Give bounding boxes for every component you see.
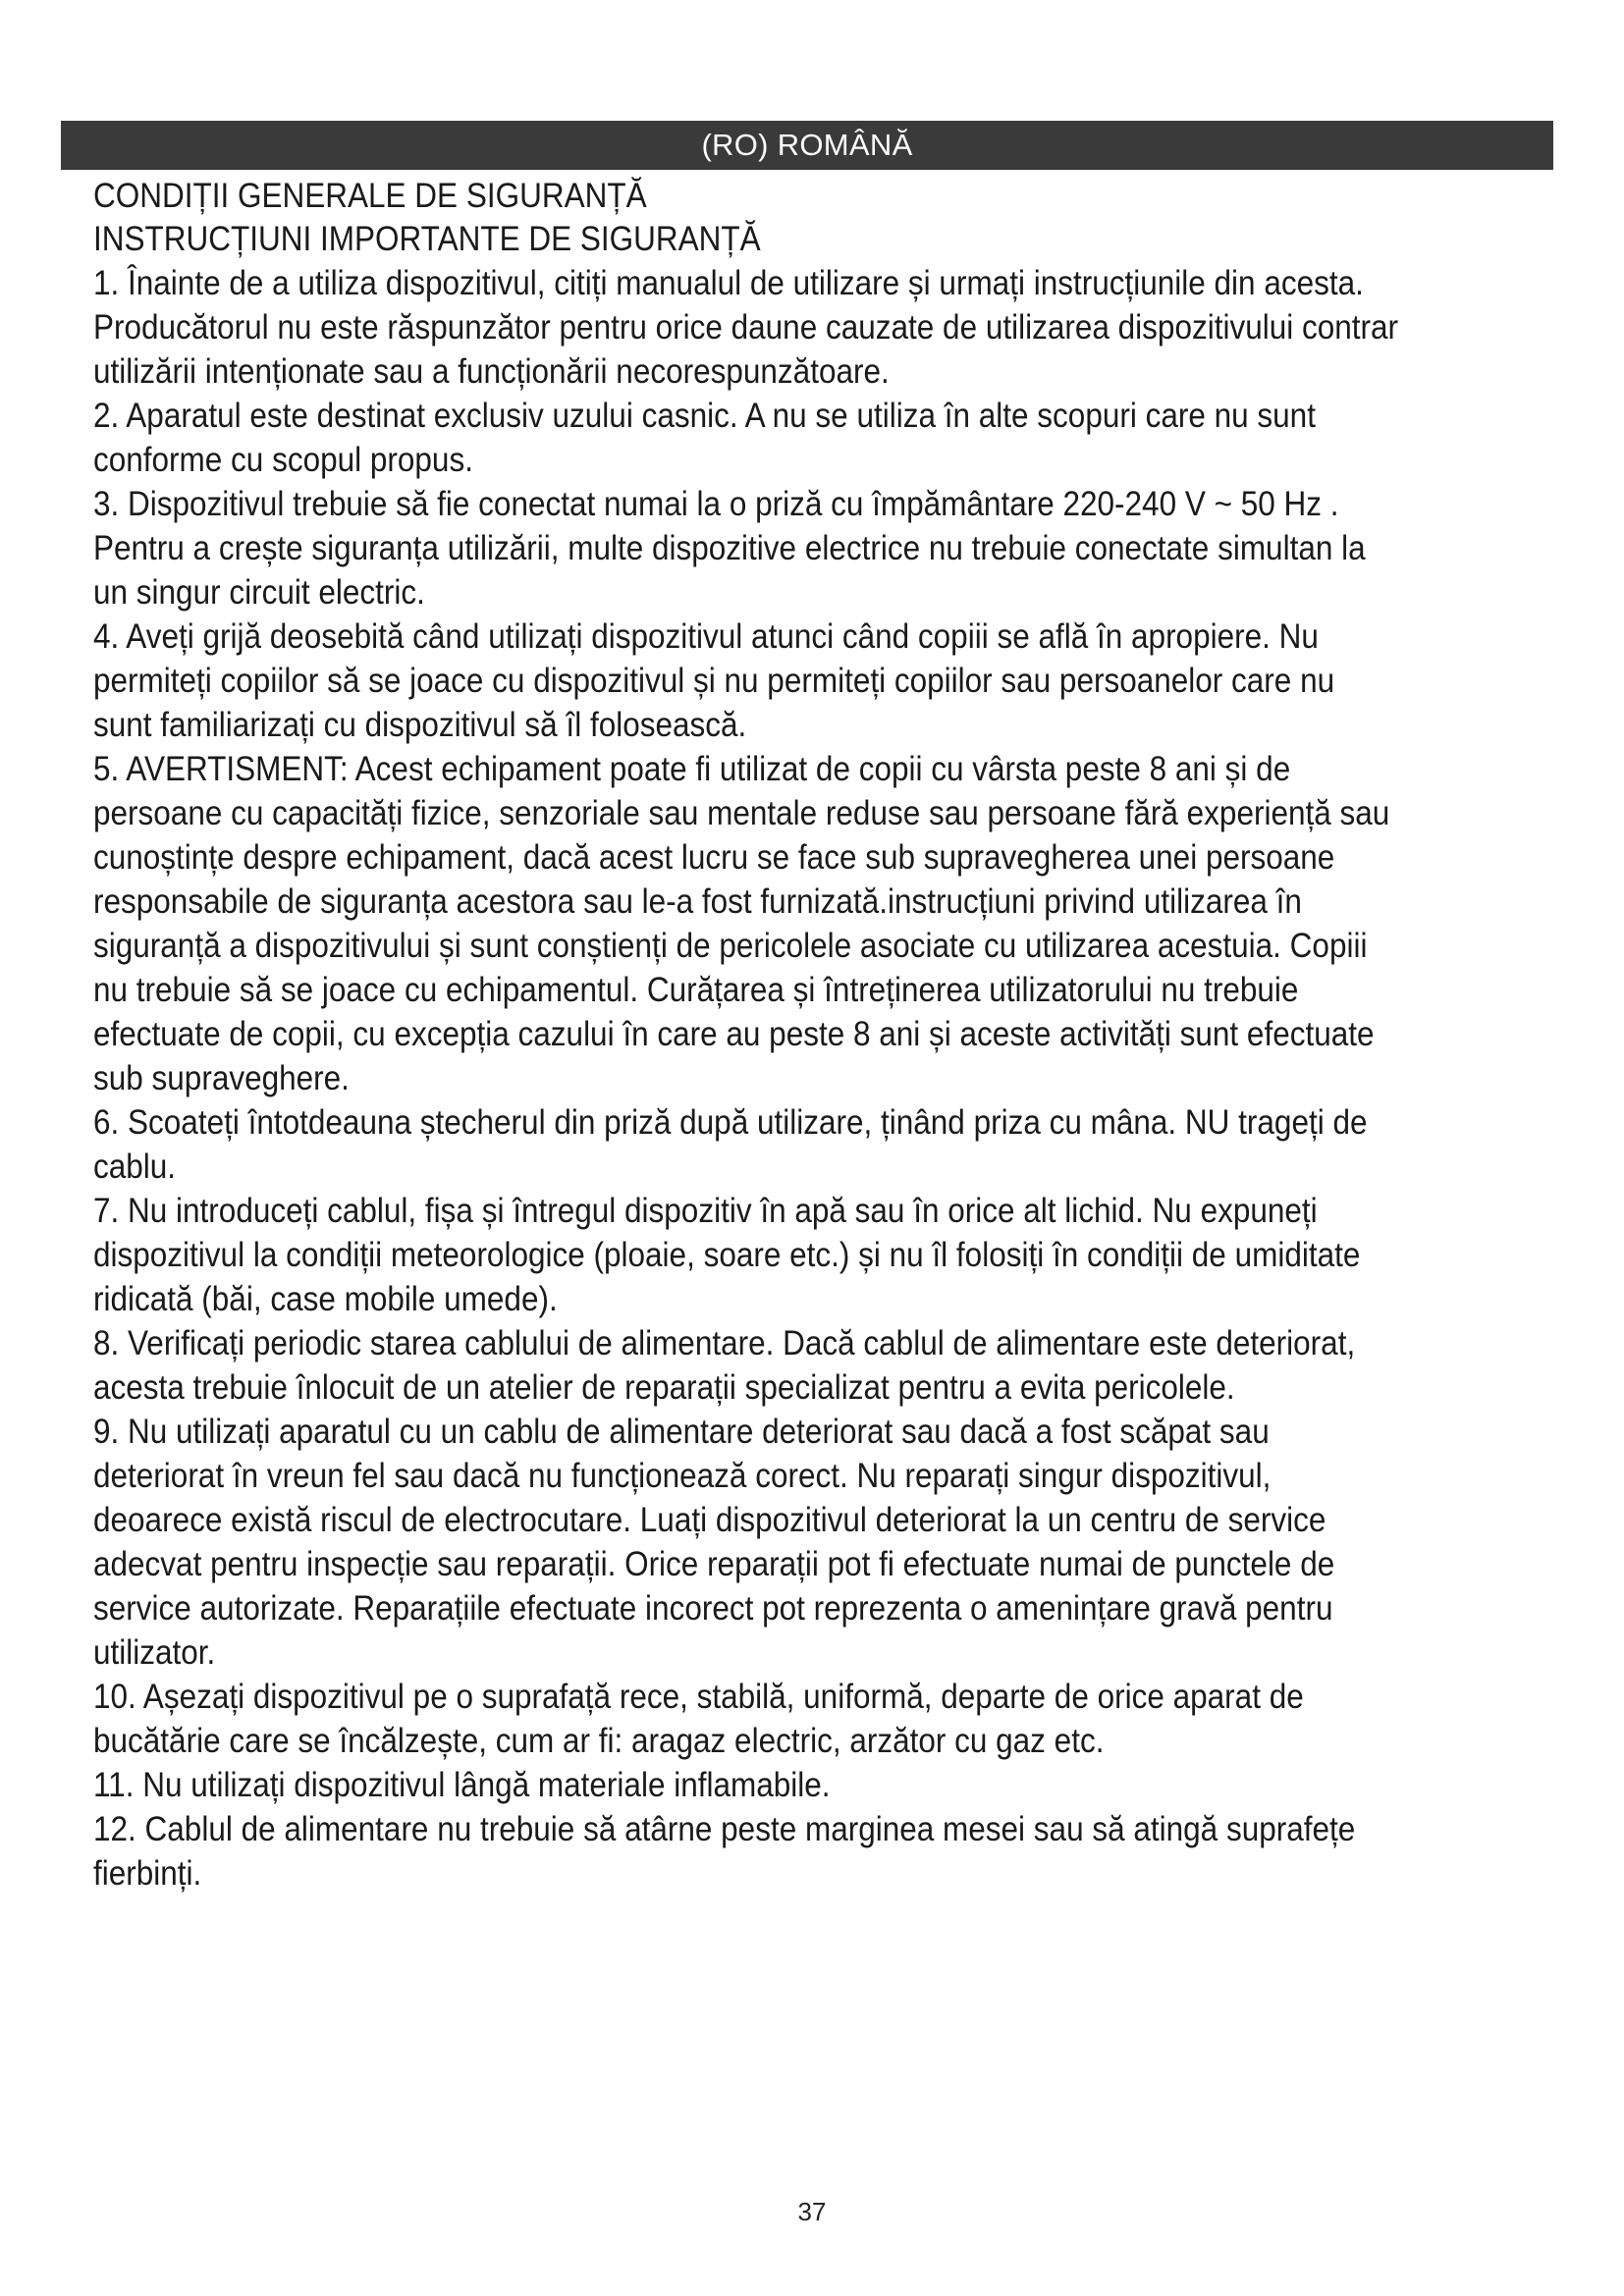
instruction-item-8: 8. Verificați periodic starea cablului de alimentare. Dacă cablul de alimentare este deteriorat, acesta trebuie înlocuit de un atelier de reparații specializat pentru a evita pericolele. xyxy=(93,1324,1356,1407)
instruction-item-2: 2. Aparatul este destinat exclusiv uzului casnic. A nu se utiliza în alte scopuri care nu sunt conforme cu scopul propus. xyxy=(93,397,1316,479)
heading-important-safety: INSTRUCȚIUNI IMPORTANTE DE SIGURANȚĂ xyxy=(93,220,761,258)
instruction-item-6: 6. Scoateți întotdeauna ștecherul din priză după utilizare, ținând priza cu mâna. NU trageți de cablu. xyxy=(93,1103,1368,1186)
safety-instructions-section xyxy=(93,175,1401,1896)
instruction-item-12: 12. Cablul de alimentare nu trebuie să atârne peste marginea mesei sau să atingă suprafețe fierbinți. xyxy=(93,1810,1356,1893)
instruction-list xyxy=(93,261,1401,1896)
instruction-item-3: 3. Dispozitivul trebuie să fie conectat numai la o priză cu împământare 220-240 V ~ 50 Hz . Pentru a crește siguranța utilizării, multe dispozitive electrice nu trebuie conectate simultan la un singur circuit electric. xyxy=(93,485,1366,612)
language-header-bar: (RO) ROMÂNĂ xyxy=(61,121,1553,170)
instruction-item-9: 9. Nu utilizați aparatul cu un cablu de alimentare deteriorat sau dacă a fost scăpat sau deteriorat în vreun fel sau dacă nu funcționează corect. Nu reparați singur dispozitivul, deoarece există riscul de electrocutare. Luați dispozitivul deteriorat la un centru de service adecvat pentru inspecție sau reparații. Orice reparații pot fi efectuate numai de punctele de service autorizate. Reparațiile efectuate incorect pot reprezenta o amenințare gravă pentru utilizator. xyxy=(93,1413,1335,1672)
instruction-item-10: 10. Așezați dispozitivul pe o suprafață rece, stabilă, uniformă, departe de orice aparat de bucătărie care se încălzește, cum ar fi: aragaz electric, arzător cu gaz etc. xyxy=(93,1678,1304,1760)
page-number: 37 xyxy=(797,2197,827,2226)
instruction-item-1: 1. Înainte de a utiliza dispozitivul, citiți manualul de utilizare și urmați instrucțiunile din acesta. Producătorul nu este răspunzător pentru orice daune cauzate de utilizarea dispozitivului contrar utilizării intenționate sau a funcționării necorespunzătoare. xyxy=(93,264,1399,391)
instruction-item-5: 5. AVERTISMENT: Acest echipament poate fi utilizat de copii cu vârsta peste 8 ani și de persoane cu capacități fizice, senzoriale sau mentale reduse sau persoane fără experiență sau cunoștințe despre echipament, dacă acest lucru se face sub supravegherea unei persoane responsabile de siguranța acestora sau le-a fost furnizată.instrucțiuni privind utilizarea în siguranță a dispozitivului și sunt conștienți de pericolele asociate cu utilizarea acestuia. Copiii nu trebuie să se joace cu echipamentul. Curățarea și întreținerea utilizatorului nu trebuie efectuate de copii, cu excepția cazului în care au peste 8 ani și aceste activități sunt efectuate sub supraveghere. xyxy=(93,750,1390,1097)
instruction-item-11: 11. Nu utilizați dispozitivul lângă materiale inflamabile. xyxy=(93,1766,831,1804)
instruction-item-7: 7. Nu introduceți cablul, fișa și întregul dispozitiv în apă sau în orice alt lichid. Nu expuneți dispozitivul la condiții meteorologice (ploaie, soare etc.) și nu îl folosiți în condiții de umiditate ridicată (băi, case mobile umede). xyxy=(93,1192,1361,1318)
heading-general-safety: CONDIȚII GENERALE DE SIGURANȚĂ xyxy=(93,177,647,215)
instruction-item-4: 4. Aveți grijă deosebită când utilizați dispozitivul atunci când copiii se află în apropiere. Nu permiteți copiilor să se joace cu dispozitivul și nu permiteți copiilor sau persoanelor care nu sunt familiarizați cu dispozitivul să îl folosească. xyxy=(93,617,1335,744)
